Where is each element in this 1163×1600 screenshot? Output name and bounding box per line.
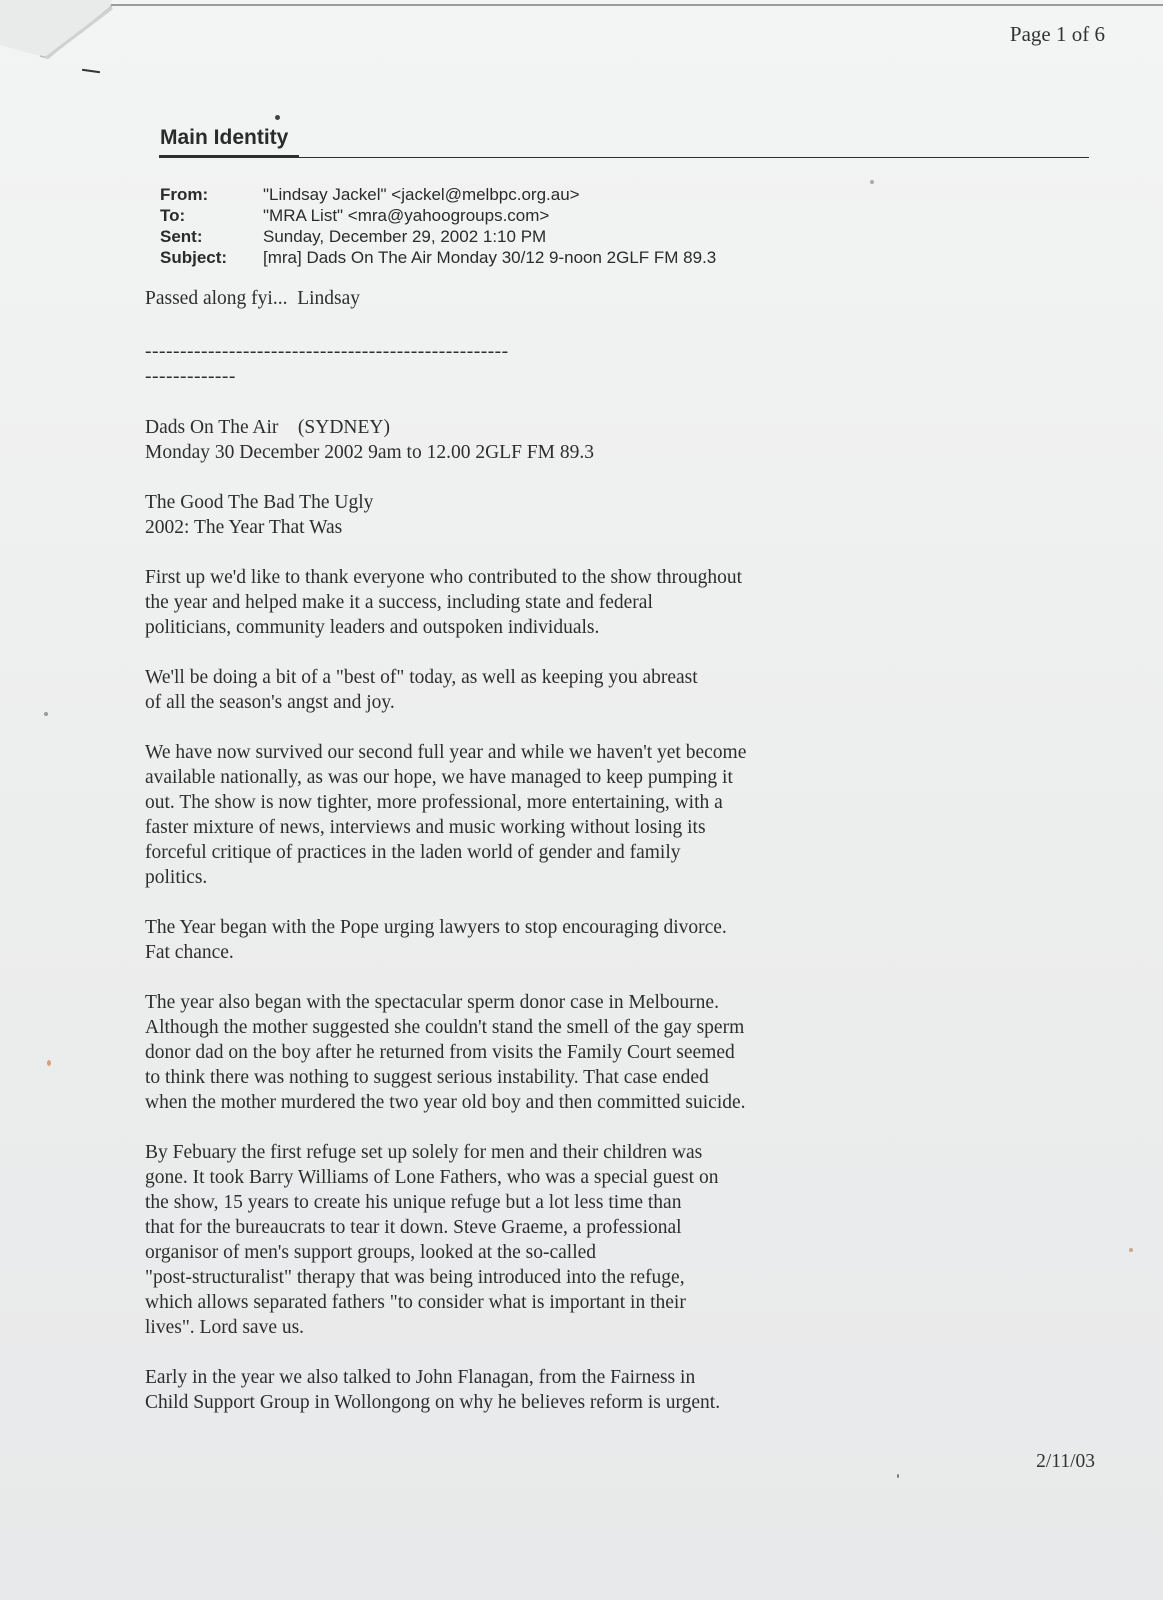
header-label: Subject: (160, 248, 228, 267)
header-value: "MRA List" <mra@yahoogroups.com> (263, 206, 550, 225)
page-top-edge (110, 4, 1163, 6)
print-date: 2/11/03 (1036, 1451, 1095, 1472)
paragraph: Early in the year we also talked to John Flanagan, from the Fairness in Child Support Group in Wollongong on why he believes reform is urgent. (145, 1367, 721, 1413)
paragraph: By Febuary the first refuge set up solely for men and their children was gone. It took Barry Williams of Lone Fathers, who was a special guest on the show, 15 years to create his unique refuge but a lot less time than that for the bureaucrats to tear it down. Steve Graeme, a professional organisor of men's support groups, looked at the so-called "post-structuralist" therapy that was being introduced into the refuge, which allows separated fathers "to consider what is important in their lives". Lord save us. (145, 1142, 719, 1338)
separator-line: ----------------------------------------------------------------- (145, 341, 509, 387)
header-rule (159, 157, 1089, 158)
paragraph: We have now survived our second full year and while we haven't yet become available nationally, as was our hope, we have managed to keep pumping it out. The show is now tighter, more professional, more entertaining, with a faster mixture of news, interviews and music working without losing its forceful critique of practices in the laden world of gender and family politics. (145, 742, 747, 888)
header-label: Sent: (160, 227, 203, 246)
speck (47, 1060, 51, 1066)
paragraph: The Good The Bad The Ugly 2002: The Year That Was (145, 492, 374, 538)
header-subject (160, 247, 716, 268)
header-value: "Lindsay Jackel" <jackel@melbpc.org.au> (263, 185, 580, 204)
speck (870, 180, 874, 184)
header-value: Sunday, December 29, 2002 1:10 PM (263, 227, 547, 246)
speck (44, 712, 48, 716)
email-body (145, 286, 875, 1440)
header-label: From: (160, 185, 209, 204)
header-to (160, 205, 716, 226)
speck (897, 1474, 899, 1478)
header-sent (160, 226, 716, 247)
folded-corner (0, 0, 120, 80)
email-headers (160, 184, 716, 268)
paragraph: The year also began with the spectacular sperm donor case in Melbourne. Although the mother suggested she couldn't stand the smell of the gay sperm donor dad on the boy after he returned from visits the Family Court seemed to think there was nothing to suggest serious instability. That case ended when the mother murdered the two year old boy and then committed suicide. (145, 992, 746, 1113)
header-label: To: (160, 206, 186, 225)
identity-title: Main Identity (160, 126, 289, 149)
page-number: Page 1 of 6 (1009, 22, 1105, 46)
header-from (160, 184, 716, 205)
paragraph: Dads On The Air (SYDNEY) Monday 30 December 2002 9am to 12.00 2GLF FM 89.3 (145, 417, 594, 463)
header-value: [mra] Dads On The Air Monday 30/12 9-noon 2GLF FM 89.3 (263, 248, 717, 267)
speck (1129, 1248, 1133, 1252)
intro-line: Passed along fyi... Lindsay (145, 288, 361, 309)
paragraph: The Year began with the Pope urging lawyers to stop encouraging divorce. Fat chance. (145, 917, 727, 963)
paragraph: First up we'd like to thank everyone who contributed to the show throughout the year and helped make it a success, including state and federal politicians, community leaders and outspoken individuals. (145, 567, 743, 638)
paragraph: We'll be doing a bit of a "best of" today, as well as keeping you abreast of all the season's angst and joy. (145, 667, 698, 713)
speck (275, 115, 280, 120)
